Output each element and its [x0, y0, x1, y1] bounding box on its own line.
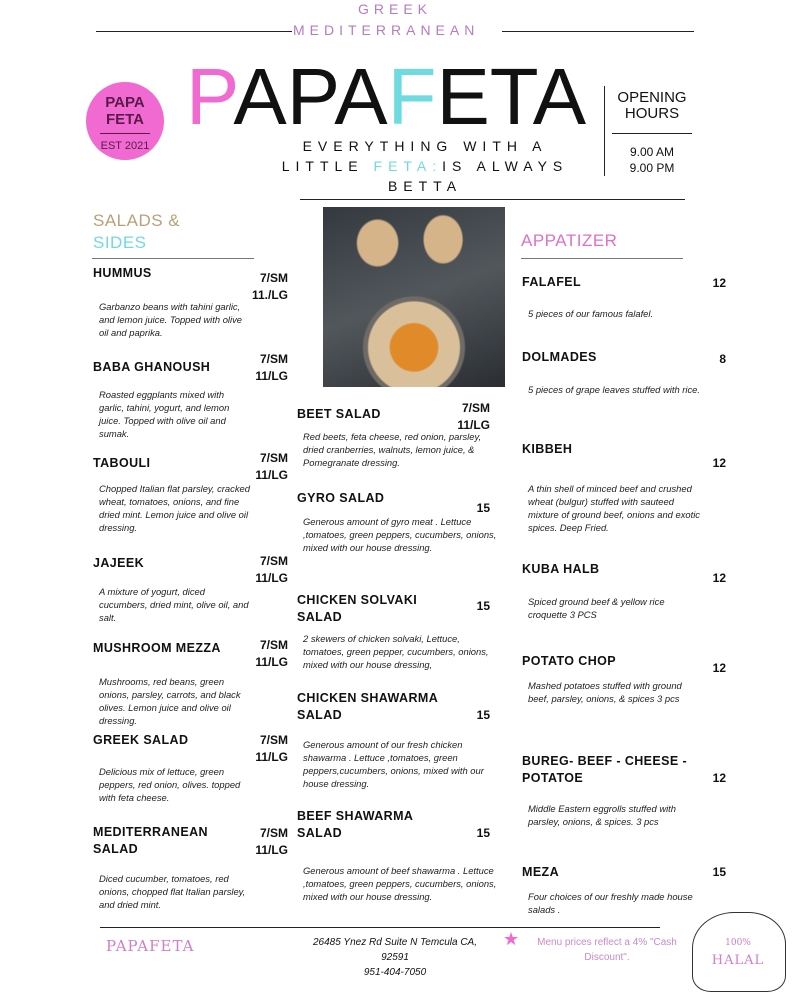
hours-title: HOURS	[624, 105, 680, 122]
menu-item-name: FALAFEL	[522, 275, 582, 289]
menu-item-name: GREEK SALAD	[93, 733, 189, 747]
price-large: 11/LG	[255, 655, 288, 669]
menu-item-price	[250, 637, 288, 671]
menu-item-description: A mixture of yogurt, diced cucumbers, dried mint, olive oil, and salt.	[99, 586, 249, 623]
menu-item-description: 5 pieces of grape leaves stuffed with rice.	[528, 384, 700, 395]
opening-hours	[612, 90, 692, 176]
price-small: 7/SM	[259, 271, 288, 285]
price-small: 7/SM	[259, 554, 288, 568]
menu-item-price: 15	[476, 826, 490, 840]
tagline-feta: FETA:	[373, 158, 443, 174]
price-small: 7/SM	[259, 352, 288, 366]
divider	[100, 927, 660, 928]
menu-item-name: BABA GHANOUSH	[93, 360, 211, 374]
price-large: 11/LG	[255, 843, 288, 857]
menu-item-name: HUMMUS	[93, 266, 152, 280]
menu-item-name: GYRO SALAD	[297, 491, 385, 505]
title-p: P	[186, 55, 234, 139]
section-title-appetizer: APPATIZER	[521, 231, 618, 250]
menu-item-name: TABOULI	[93, 456, 151, 470]
title-apa: APA	[233, 55, 388, 139]
subtitle-mediterranean: MEDITERRANEAN	[293, 22, 480, 38]
brand-title	[186, 55, 598, 139]
title-f: F	[387, 55, 437, 139]
halal-percent: 100%	[725, 938, 751, 948]
menu-item-description: 2 skewers of chicken solvaki, Lettuce, tomatoes, green pepper, cucumbers, onions, mixed with our house dressing,	[303, 633, 489, 670]
menu-item-price: 12	[712, 276, 726, 290]
price-large: 11/LG	[255, 369, 288, 383]
logo-line2: FETA	[105, 111, 145, 128]
menu-item-description: Red beets, feta cheese, red onion, parsley, dried cranberries, walnuts, lemon juice, & Pomegranate dressing.	[303, 431, 482, 468]
menu-item-description: Middle Eastern eggrolls stuffed with parsley, onions, & spices. 3 pcs	[528, 803, 676, 827]
price-small: 7/SM	[259, 451, 288, 465]
menu-item-description: A thin shell of minced beef and crushed wheat (bulgur) stuffed with sauteed mixture of ground beef, onions and exotic spices. Deep Fried.	[528, 483, 700, 533]
menu-item-description: Delicious mix of lettuce, green peppers, red onion, olives. topped with feta cheese.	[99, 766, 241, 803]
menu-item-description: Mashed potatoes stuffed with ground beef, parsley, onions, & spices 3 pcs	[528, 680, 682, 704]
tagline-line2	[252, 156, 598, 176]
tagline-line1: EVERYTHING WITH A	[302, 138, 548, 154]
menu-item-price	[250, 450, 288, 484]
menu-item-description: Mushrooms, red beans, green onions, parsley, carrots, and black olives. Lemon juice and olive oil dressing.	[99, 676, 241, 726]
menu-item-name: DOLMADES	[522, 350, 597, 364]
menu-item-price: 8	[719, 352, 726, 366]
phone-number: 951-404-7050	[363, 967, 427, 978]
divider	[502, 31, 694, 32]
menu-item-price: 15	[712, 865, 726, 879]
menu-item-price: 12	[712, 661, 726, 675]
star-icon: ★	[503, 929, 520, 949]
tagline-text: LITTLE	[281, 158, 374, 174]
hours-close: 9.00 PM	[629, 161, 675, 175]
price-large: 11/LG	[255, 468, 288, 482]
divider	[604, 86, 605, 176]
menu-item-name: BEEF SHAWARMA SALAD	[297, 809, 413, 840]
price-large: 11/LG	[255, 750, 288, 764]
divider	[521, 258, 683, 259]
menu-item-name: CHICKEN SHAWARMA SALAD	[297, 691, 438, 722]
footer-address	[292, 935, 498, 980]
menu-item-name: POTATO CHOP	[522, 654, 616, 668]
menu-item-description: Spiced ground beef & yellow rice croquette 3 PCS	[528, 596, 665, 620]
logo-divider	[100, 133, 150, 134]
hummus-photo	[323, 207, 505, 387]
menu-item-name: KIBBEH	[522, 442, 573, 456]
menu-item-description: Generous amount of our fresh chicken shawarma . Lettuce ,tomatoes, green peppers,cucumbers, onions, mixed with our house dressing.	[303, 739, 484, 789]
menu-item-price	[250, 270, 288, 304]
menu-item-description: Generous amount of gyro meat . Lettuce ,tomatoes, green peppers, cucumbers, onions, mixed with our house dressing.	[303, 516, 497, 553]
price-small: 7/SM	[259, 826, 288, 840]
price-small: 7/SM	[259, 733, 288, 747]
menu-item-description: Generous amount of beef shawarma . Lettuce ,tomatoes, green peppers, cucumbers, onions, mixed with our house dressing.	[303, 865, 497, 902]
tagline-text: IS ALWAYS	[442, 158, 569, 174]
menu-item-price: 15	[476, 501, 490, 515]
address-line: 92591	[381, 952, 409, 963]
footer-brand: PAPAFETA	[106, 937, 195, 955]
menu-item-price	[250, 825, 288, 859]
menu-item-price: 15	[476, 708, 490, 722]
menu-item-name: KUBA HALB	[522, 562, 600, 576]
menu-item-description: Diced cucumber, tomatoes, red onions, chopped flat Italian parsley, and dried mint.	[99, 873, 246, 910]
tagline	[252, 136, 598, 196]
logo-line1: PAPA	[105, 94, 145, 111]
divider	[300, 199, 685, 200]
logo-badge	[86, 82, 164, 160]
halal-badge	[702, 938, 774, 968]
menu-item-name: MEDITERRANEAN SALAD	[93, 825, 208, 856]
subtitle-greek: GREEK	[358, 1, 433, 17]
menu-item-price: 12	[712, 771, 726, 785]
menu-item-name: MUSHROOM MEZZA	[93, 641, 221, 655]
price-small: 7/SM	[461, 401, 490, 415]
menu-item-price	[250, 732, 288, 766]
logo-est: EST 2021	[100, 140, 150, 152]
price-large: 11/LG	[457, 418, 490, 432]
title-eta: ETA	[436, 55, 587, 139]
menu-item-price: 12	[712, 456, 726, 470]
price-large: 11/LG	[255, 571, 288, 585]
address-line: 26485 Ynez Rd Suite N Temcula CA,	[313, 937, 477, 948]
menu-item-description: Chopped Italian flat parsley, cracked wheat, tomatoes, onions, and fine dried mint. Lemon juice and olive oil dressing.	[99, 483, 250, 533]
menu-item-price: 12	[712, 571, 726, 585]
divider	[96, 31, 292, 32]
divider	[92, 258, 254, 259]
section-title-line: SIDES	[93, 233, 147, 252]
tagline-line3: BETTA	[387, 178, 463, 194]
price-large: 11./LG	[251, 288, 288, 302]
section-title-salads	[93, 210, 180, 254]
menu-item-price	[450, 400, 490, 434]
menu-item-description: Roasted eggplants mixed with garlic, tahini, yogurt, and lemon juice. Topped with olive oil and sumak.	[99, 389, 230, 439]
menu-item-price: 15	[476, 599, 490, 613]
cash-discount-note: Menu prices reflect a 4% "Cash Discount".	[537, 937, 677, 963]
menu-item-name: CHICKEN SOLVAKI SALAD	[297, 593, 418, 624]
menu-item-name: BEET SALAD	[297, 407, 381, 421]
halal-text: HALAL	[711, 953, 765, 968]
menu-item-name: MEZA	[522, 865, 560, 879]
menu-item-price	[250, 553, 288, 587]
divider	[612, 133, 692, 134]
hours-open: 9.00 AM	[629, 145, 675, 159]
menu-item-name: BUREG- BEEF - CHEESE - POTATOE	[522, 754, 688, 785]
section-title-line: SALADS &	[93, 211, 181, 230]
hours-title: OPENING	[617, 89, 687, 106]
price-small: 7/SM	[259, 638, 288, 652]
menu-item-name: JAJEEK	[93, 556, 145, 570]
menu-item-description: 5 pieces of our famous falafel.	[528, 308, 654, 319]
menu-item-description: Garbanzo beans with tahini garlic, and lemon juice. Topped with olive oil and paprika.	[99, 301, 242, 338]
menu-item-price	[250, 351, 288, 385]
menu-item-description: Four choices of our freshly made house salads .	[528, 891, 693, 915]
